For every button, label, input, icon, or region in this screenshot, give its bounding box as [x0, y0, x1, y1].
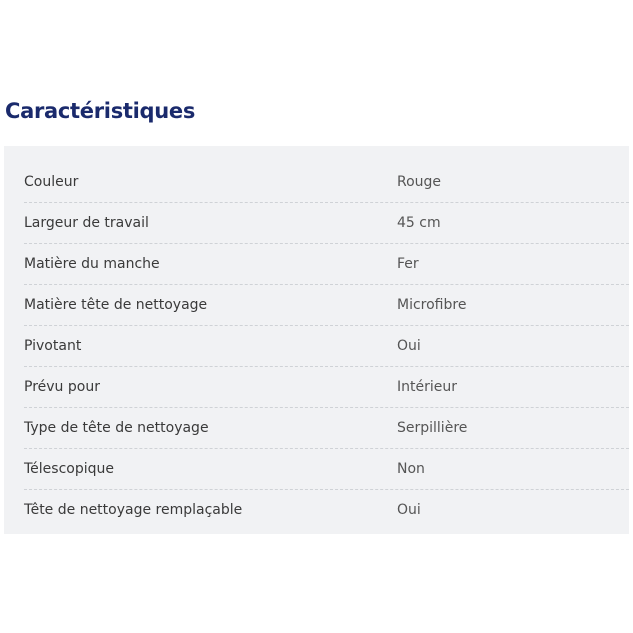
spec-row-telescopique [24, 449, 629, 490]
spec-value: 45 cm [397, 215, 441, 231]
spec-label: Matière du manche [24, 256, 160, 272]
spec-row-matiere-manche [24, 244, 629, 285]
spec-row-type-tete [24, 408, 629, 449]
spec-label: Pivotant [24, 338, 82, 354]
spec-row-largeur [24, 203, 629, 244]
spec-row-pivotant [24, 326, 629, 367]
spec-row-matiere-tete [24, 285, 629, 326]
spec-value: Oui [397, 338, 421, 354]
spec-value: Intérieur [397, 379, 457, 395]
spec-label: Largeur de travail [24, 215, 149, 231]
spec-value: Serpillière [397, 420, 468, 436]
section-title: Caractéristiques [5, 99, 196, 123]
spec-row-tete-remplacable [24, 490, 629, 530]
spec-value: Non [397, 461, 425, 477]
spec-value: Oui [397, 502, 421, 518]
spec-label: Télescopique [24, 461, 114, 477]
spec-row-couleur [24, 162, 629, 203]
spec-label: Couleur [24, 174, 79, 190]
spec-row-prevu-pour [24, 367, 629, 408]
spec-value: Rouge [397, 174, 442, 190]
spec-value: Microfibre [397, 297, 467, 313]
spec-label: Tête de nettoyage remplaçable [24, 502, 243, 518]
specifications-panel [4, 146, 629, 534]
spec-value: Fer [397, 256, 419, 272]
spec-label: Type de tête de nettoyage [24, 420, 209, 436]
spec-label: Prévu pour [24, 379, 100, 395]
specifications-table [24, 162, 629, 530]
spec-label: Matière tête de nettoyage [24, 297, 208, 313]
